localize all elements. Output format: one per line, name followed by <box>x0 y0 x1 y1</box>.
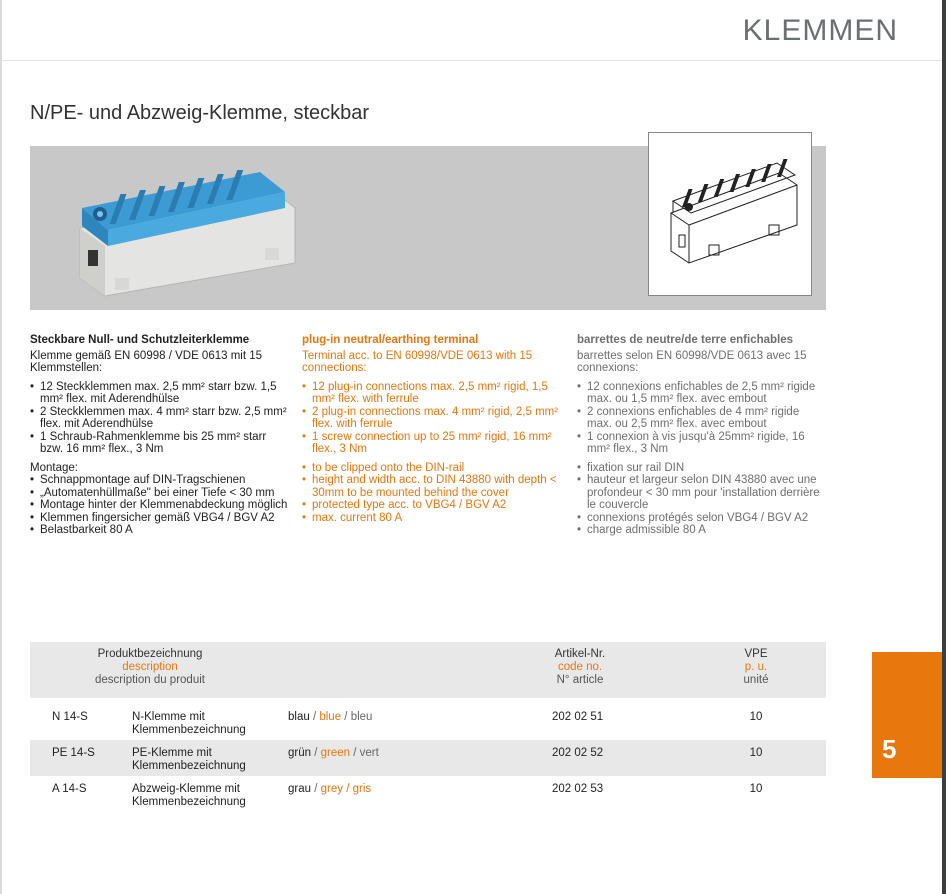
color-en: green <box>320 747 351 759</box>
color-fr: bleu <box>350 711 373 723</box>
color-en: grey <box>320 783 343 795</box>
desc-line: PE-Klemme mit <box>132 747 212 759</box>
list-item: • 12 Steckklemmen max. 2,5 mm² starr bzw. 1,5 mm² flex. mit Aderendhülse <box>30 381 288 406</box>
bullet-list-de <box>30 381 288 456</box>
list-item: • 1 connexion à vis jusqu'à 25mm² rigide, 16 mm² flex., 3 Nm <box>577 431 827 456</box>
intro-de: Klemme gemäß EN 60998 / VDE 0613 mit 15 Klemmstellen: <box>30 349 263 374</box>
description-german <box>30 334 288 543</box>
page-title: N/PE- und Abzweig-Klemme, steckbar <box>30 102 370 124</box>
section-header: KLEMMEN <box>742 14 898 47</box>
page-edge-right <box>942 0 946 894</box>
header-article-en: code no. <box>557 661 603 673</box>
cell-code: PE 14-S <box>52 747 95 759</box>
intro-fr: barrettes selon EN 60998/VDE 0613 avec 15 connexions: <box>577 349 807 374</box>
list-item: • protected type acc. to VBG4 / BGV A2 <box>302 499 560 512</box>
chapter-number: 5 <box>882 734 897 764</box>
product-table <box>30 642 826 812</box>
list-item: • fixation sur rail DIN <box>577 462 827 475</box>
technical-drawing <box>648 132 812 296</box>
list-item: • Schnappmontage auf DIN-Tragschienen <box>30 474 288 487</box>
color-de: grün <box>288 747 312 759</box>
list-item: • Belastbarkeit 80 A <box>30 524 288 537</box>
desc-line: N-Klemme mit <box>132 711 205 723</box>
header-product-en: description <box>122 661 178 673</box>
header-article <box>530 648 630 687</box>
list-item: • „Automatenhüllmaße" bei einer Tiefe < 30 mm <box>30 487 288 500</box>
color-de: grau <box>288 783 312 795</box>
header-product-de: Produktbezeichnung <box>97 648 203 660</box>
color-de: blau <box>288 711 310 723</box>
product-photo <box>70 168 300 298</box>
list-item: • charge admissible 80 A <box>577 524 827 537</box>
desc-line: Klemmenbezeichnung <box>132 796 246 808</box>
cell-vpe: 10 <box>749 747 763 759</box>
heading-fr: barrettes de neutre/de terre enfichables <box>577 334 794 346</box>
mount-list-fr <box>577 462 827 537</box>
separator: / <box>341 711 351 723</box>
list-item: • 2 connexions enfichables de 4 mm² rigide max. ou 2,5 mm² flex. avec embout <box>577 406 827 431</box>
separator: / <box>311 747 321 759</box>
header-article-de: Artikel-Nr. <box>554 648 606 660</box>
list-item: • 1 screw connection up to 25 mm² rigid, 16 mm² flex., 3 Nm <box>302 431 560 456</box>
table-row <box>30 776 826 812</box>
cell-description <box>132 783 282 809</box>
page-edge-left <box>0 0 2 894</box>
terminal-photo-illustration <box>70 168 300 298</box>
cell-article: 202 02 52 <box>552 747 604 759</box>
color-fr: vert <box>359 747 379 759</box>
chapter-tab <box>872 652 942 778</box>
header-vpe-de: VPE <box>744 648 768 660</box>
list-item: • Klemmen fingersicher gemäß VBG4 / BGV A2 <box>30 512 288 525</box>
list-item: • height and width acc. to DIN 43880 with depth < 30mm to be mounted behind the cover <box>302 474 560 499</box>
header-vpe <box>726 648 786 687</box>
cell-color <box>288 711 372 724</box>
color-en: blue <box>319 711 342 723</box>
intro-en: Terminal acc. to EN 60998/VDE 0613 with 15 connections: <box>302 349 533 374</box>
cell-description <box>132 711 282 737</box>
bullet-list-en <box>302 381 560 456</box>
desc-line: Klemmenbezeichnung <box>132 724 246 736</box>
table-row <box>30 704 826 740</box>
heading-en: plug-in neutral/earthing terminal <box>302 334 479 346</box>
description-english <box>302 334 560 530</box>
list-item: • max. current 80 A <box>302 512 560 525</box>
color-fr: gris <box>352 783 372 795</box>
mount-list-de <box>30 474 288 537</box>
cell-vpe: 10 <box>749 711 763 723</box>
cell-code: A 14-S <box>52 783 87 795</box>
list-item: • 2 Steckklemmen max. 4 mm² starr bzw. 2,5 mm² flex. mit Aderendhülse <box>30 406 288 431</box>
table-header <box>30 642 826 698</box>
list-item: • 1 Schraub-Rahmenklemme bis 25 mm² starr bzw. 16 mm² flex., 3 Nm <box>30 431 288 456</box>
table-row <box>30 740 826 776</box>
list-item: • hauteur et largeur selon DIN 43880 avec une profondeur < 30 mm pour 'installation derrière le couvercle <box>577 474 827 512</box>
separator: / <box>311 783 321 795</box>
list-item: • 12 connexions enfichables de 2,5 mm² rigide max. ou 1,5 mm² flex. avec embout <box>577 381 827 406</box>
cell-color <box>288 747 379 760</box>
header-article-fr: N° article <box>556 674 604 686</box>
separator: / <box>343 783 353 795</box>
header-rule <box>0 60 942 61</box>
header-product-fr: description du produit <box>95 674 205 686</box>
desc-line: Abzweig-Klemme mit <box>132 783 240 795</box>
header-vpe-en: p. u. <box>744 661 768 673</box>
cell-vpe: 10 <box>749 783 763 795</box>
separator: / <box>350 747 360 759</box>
list-item: • 12 plug-in connections max. 2,5 mm² rigid, 1,5 mm² flex. with ferrule <box>302 381 560 406</box>
list-item: • 2 plug-in connections max. 4 mm² rigid, 2,5 mm² flex. with ferrule <box>302 406 560 431</box>
header-product <box>70 648 230 687</box>
terminal-line-drawing <box>649 133 811 295</box>
separator: / <box>309 711 320 723</box>
list-item: • connexions protégés selon VBG4 / BGV A2 <box>577 512 827 525</box>
list-item: • Montage hinter der Klemmenabdeckung möglich <box>30 499 288 512</box>
cell-article: 202 02 53 <box>552 783 604 795</box>
cell-description <box>132 747 282 773</box>
cell-article: 202 02 51 <box>552 711 604 723</box>
description-french <box>577 334 827 543</box>
bullet-list-fr <box>577 381 827 456</box>
header-vpe-fr: unité <box>743 674 769 686</box>
heading-de: Steckbare Null- und Schutzleiterklemme <box>30 334 250 346</box>
cell-code: N 14-S <box>52 711 88 723</box>
desc-line: Klemmenbezeichnung <box>132 760 246 772</box>
cell-color <box>288 783 371 796</box>
mount-list-en <box>302 462 560 525</box>
list-item: • to be clipped onto the DIN-rail <box>302 462 560 475</box>
mount-heading-de: Montage: <box>30 461 78 474</box>
